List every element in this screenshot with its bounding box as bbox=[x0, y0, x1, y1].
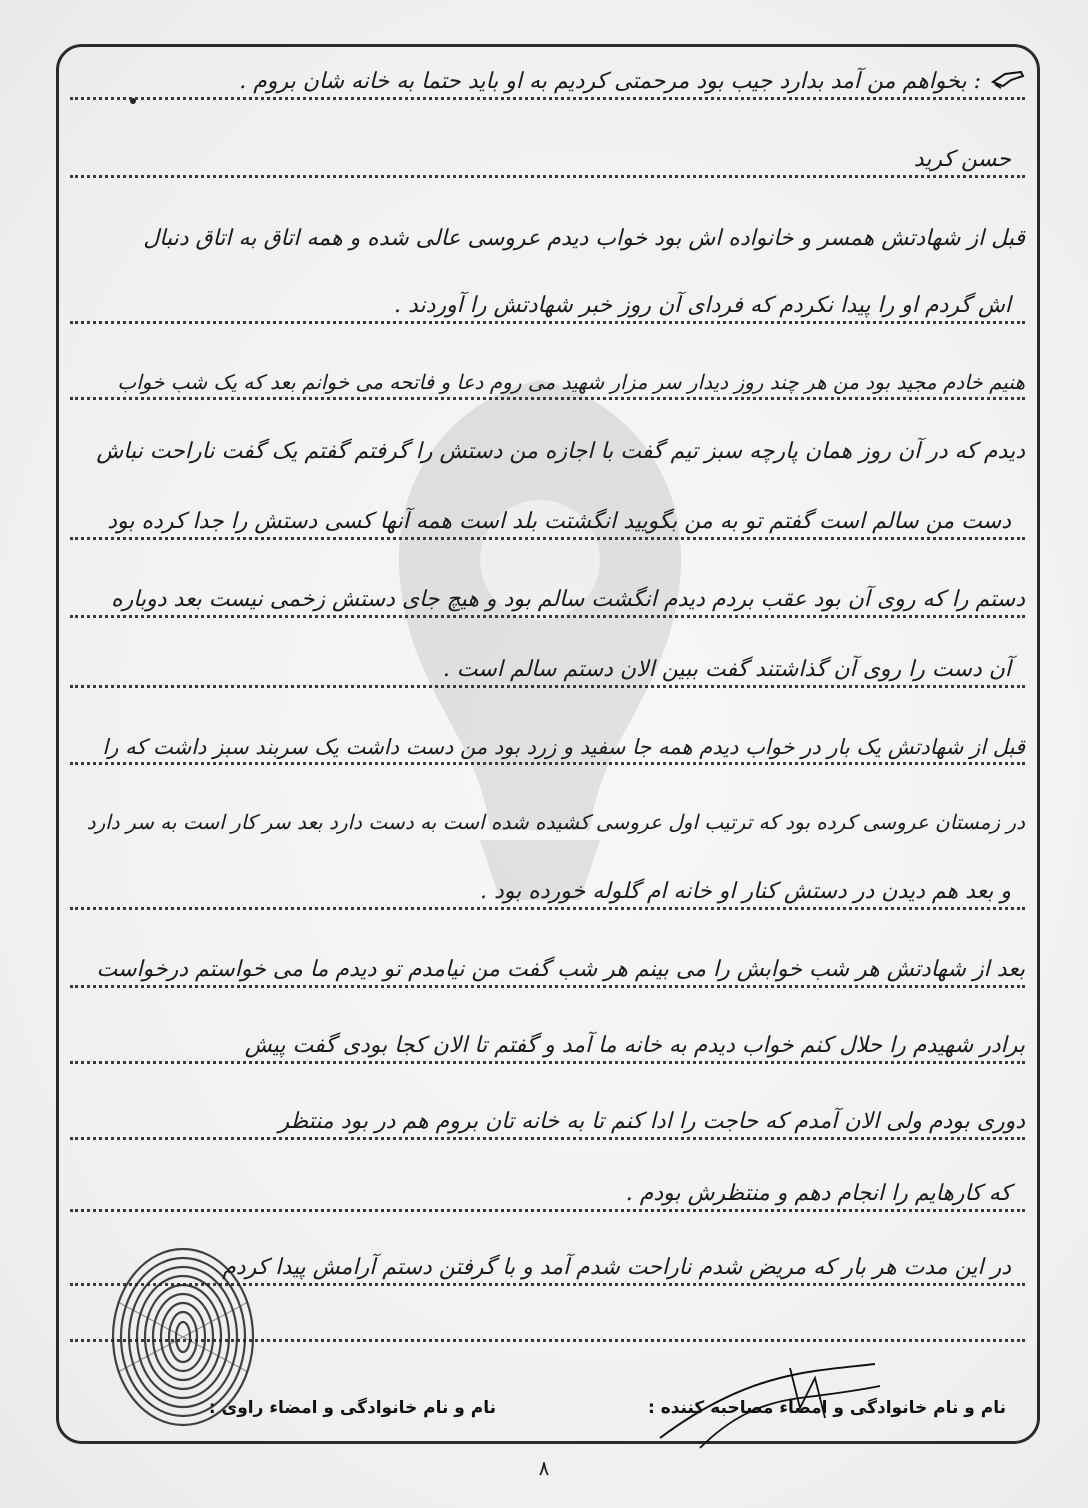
text-line-10 bbox=[70, 725, 1025, 765]
handwritten-line: حسن کرید bbox=[913, 147, 1011, 172]
text-line-16 bbox=[70, 1172, 1025, 1212]
handwritten-line: قبل از شهادتش همسر و خانواده اش بود خواب دیدم عروسی عالی شده و همه اتاق به اتاق دنبال bbox=[143, 226, 1025, 251]
text-line-3 bbox=[70, 217, 1025, 257]
handwritten-line: هنیم خادم مجید بود من هر چند روز دیدار سر مزار شهید می روم دعا و فاتحه می خوانم بعد که یک شب خواب bbox=[117, 370, 1025, 394]
text-line-15 bbox=[70, 1100, 1025, 1140]
page-number: ۸ bbox=[538, 1456, 550, 1480]
handwritten-line: در زمستان عروسی کرده بود که ترتیب اول عروسی کشیده شده است به دست دارد بعد سر کار است به سر دارد bbox=[86, 810, 1025, 834]
handwritten-line: بعد از شهادتش هر شب خوابش را می بینم هر شب گفت من نیامدم تو دیدم ما می خواستم درخواست bbox=[96, 957, 1025, 982]
text-line-14 bbox=[70, 1024, 1025, 1064]
handwritten-line: و بعد هم دیدن در دستش کنار او خانه ام گلوله خورده بود . bbox=[480, 879, 1011, 904]
interviewer-signature-label: نام و نام خانوادگی و امضاء مصاحبه کننده : bbox=[647, 1398, 1006, 1418]
pen-hand-icon bbox=[991, 68, 1025, 90]
handwritten-line: اش گردم او را پیدا نکردم که فردای آن روز خبر شهادتش را آوردند . bbox=[394, 293, 1011, 318]
handwritten-line: دیدم که در آن روز همان پارچه سبز تیم گفت با اجازه من دستش را گرفتم گفتم یک گفت ناراحت نباش bbox=[96, 439, 1025, 464]
text-line-12 bbox=[70, 870, 1025, 910]
text-line-11 bbox=[70, 800, 1025, 840]
text-line-2 bbox=[70, 138, 1025, 178]
text-line-9 bbox=[70, 648, 1025, 688]
narrator-signature-label: نام و نام خانوادگی و امضاء راوی : bbox=[208, 1398, 496, 1418]
handwritten-line: در این مدت هر بار که مریض شدم ناراحت شدم آمد و با گرفتن دستم آرامش پیدا کردم bbox=[222, 1255, 1011, 1280]
text-line-1 bbox=[70, 60, 1025, 100]
handwritten-line: دستم را که روی آن بود عقب بردم دیدم انگشت سالم بود و هیچ جای دستش زخمی نیست بعد دوباره bbox=[111, 587, 1025, 612]
handwritten-line: : بخواهم من آمد بدارد جیب بود مرحمتی کردیم به او باید حتما به خانه شان بروم . bbox=[239, 69, 981, 94]
text-line-7 bbox=[70, 500, 1025, 540]
handwritten-line: برادر شهیدم را حلال کنم خواب دیدم به خانه ما آمد و گفتم تا الان کجا بودی گفت پیش bbox=[244, 1033, 1025, 1058]
handwritten-line: آن دست را روی آن گذاشتند گفت ببین الان دستم سالم است . bbox=[442, 657, 1011, 682]
text-line-4 bbox=[70, 284, 1025, 324]
text-line-5 bbox=[70, 360, 1025, 400]
handwritten-line: دست من سالم است گفتم تو به من بگویید انگشتت بلد است همه آنها کسی دستش را جدا کرده بود bbox=[107, 509, 1011, 534]
handwritten-line: قبل از شهادتش یک بار در خواب دیدم همه جا سفید و زرد بود من دست داشت یک سربند سبز داشت که را bbox=[102, 735, 1025, 759]
handwritten-line: که کارهایم را انجام دهم و منتظرش بودم . bbox=[625, 1181, 1011, 1206]
text-line-8 bbox=[70, 578, 1025, 618]
handwritten-line: دوری بودم ولی الان آمدم که حاجت را ادا کنم تا به خانه تان بروم هم در بود منتظر bbox=[278, 1109, 1025, 1134]
text-line-6 bbox=[70, 430, 1025, 470]
text-line-13 bbox=[70, 948, 1025, 988]
